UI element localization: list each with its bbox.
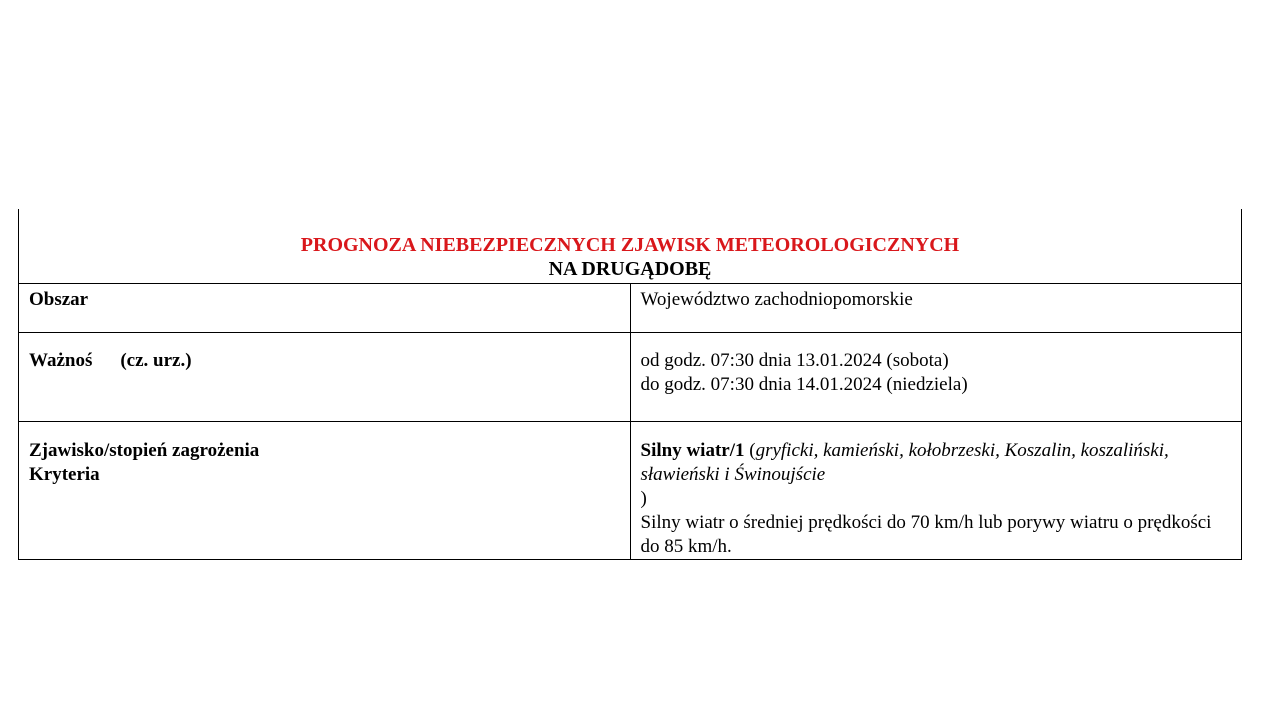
area-label-cell <box>19 284 631 333</box>
title-row <box>19 209 1242 284</box>
regions-open-paren: ( <box>744 440 756 461</box>
validity-row <box>19 333 1242 422</box>
phenomenon-label: Zjawisko/stopień zagrożenia <box>29 440 260 461</box>
affected-regions: gryficki, kamieński, kołobrzeski, Koszalin, koszaliński, sławieński i Świnoujście <box>640 440 1169 485</box>
phenomenon-name: Silny wiatr/1 <box>640 440 745 461</box>
validity-from: od godz. 07:30 dnia 13.01.2024 (sobota) <box>640 350 949 371</box>
criteria-text: Silny wiatr o średniej prędkości do 70 km/h lub porywy wiatru o prędkości do 85 km/h. <box>640 512 1212 557</box>
validity-label-suffix: (cz. urz.) <box>120 350 192 371</box>
validity-value-cell <box>630 333 1242 422</box>
phenomenon-row <box>19 422 1242 560</box>
area-row <box>19 284 1242 333</box>
forecast-title: PROGNOZA NIEBEZPIECZNYCH ZJAWISK METEOROLOGICZNYCH <box>300 234 960 256</box>
area-value: Województwo zachodniopomorskie <box>640 289 913 310</box>
phenomenon-description <box>641 439 1232 487</box>
warning-table <box>18 209 1242 560</box>
phenomenon-label-cell <box>19 422 631 560</box>
title-cell <box>19 209 1242 284</box>
validity-label-cell <box>19 333 631 422</box>
forecast-subtitle: NA DRUGĄDOBĘ <box>548 258 712 280</box>
area-value-cell <box>630 284 1242 333</box>
regions-close-paren: ) <box>640 488 647 509</box>
validity-to: do godz. 07:30 dnia 14.01.2024 (niedziela) <box>640 374 968 395</box>
validity-label: Ważnoś <box>29 350 93 371</box>
phenomenon-value-cell <box>630 422 1242 560</box>
criteria-label: Kryteria <box>29 464 100 485</box>
area-label: Obszar <box>29 289 89 310</box>
